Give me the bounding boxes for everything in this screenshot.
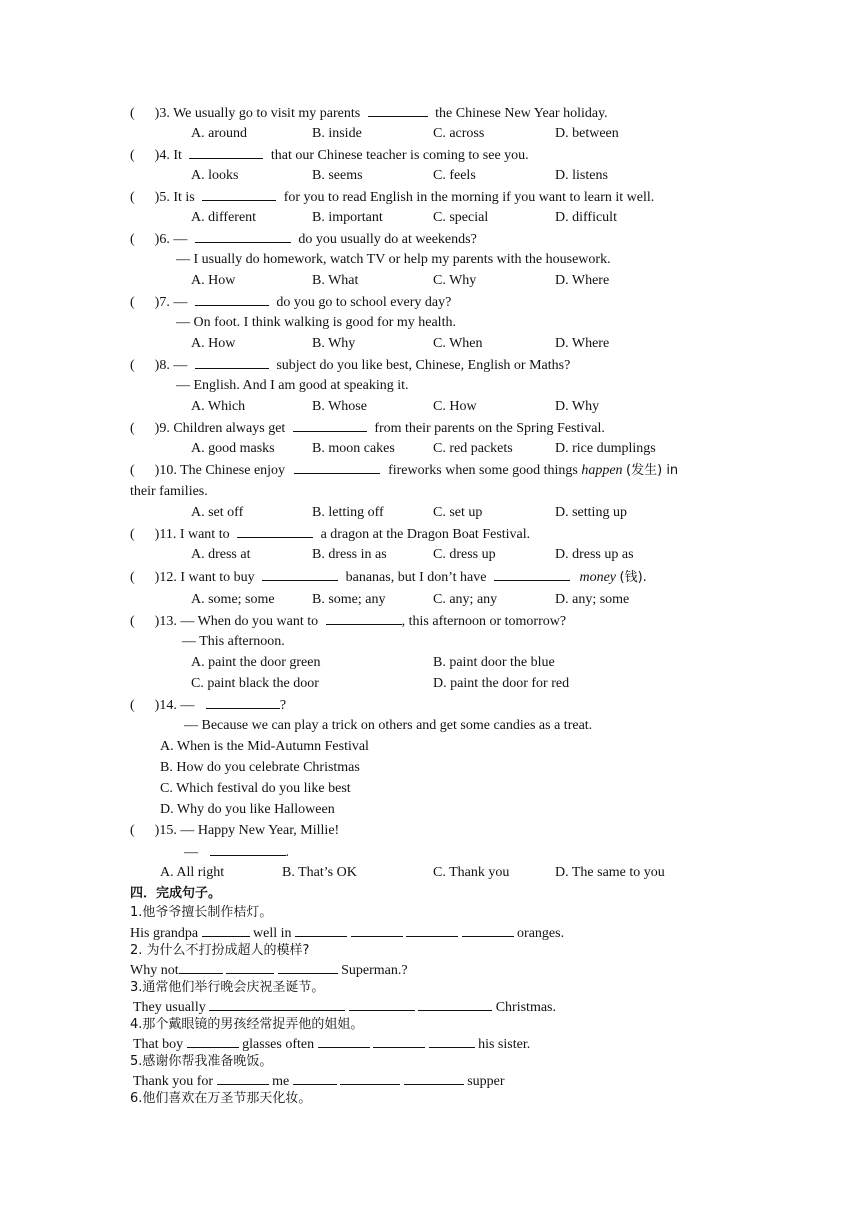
- answer-blank[interactable]: [351, 924, 403, 937]
- option-a[interactable]: A. All right: [160, 865, 225, 880]
- text: Thank you for: [133, 1074, 214, 1089]
- option-c[interactable]: C. When: [433, 336, 483, 351]
- dialogue-answer: [184, 843, 289, 862]
- question-15: [130, 822, 339, 840]
- answer-blank[interactable]: [368, 104, 428, 117]
- question-stem: )9. Children always get: [154, 421, 286, 436]
- answer-blank[interactable]: [406, 924, 458, 937]
- answer-blank[interactable]: [202, 924, 250, 937]
- question-14: [130, 696, 286, 715]
- sentence-2-chinese: 2. 为什么不打扮成超人的模样?: [130, 943, 310, 958]
- text: me: [272, 1074, 290, 1089]
- question-9: [130, 419, 605, 438]
- option-a[interactable]: A. Which: [191, 399, 246, 414]
- answer-blank[interactable]: [294, 461, 380, 474]
- option-c[interactable]: C. paint black the door: [191, 676, 319, 691]
- answer-blank[interactable]: [195, 230, 291, 243]
- question-stem: )6. —: [154, 232, 188, 247]
- italic-word: money: [579, 570, 617, 585]
- bracket-open: (: [130, 358, 135, 373]
- answer-blank[interactable]: [209, 998, 345, 1011]
- answer-blank[interactable]: [404, 1072, 464, 1085]
- option-b[interactable]: B. letting off: [312, 505, 384, 520]
- option-c[interactable]: C. How: [433, 399, 477, 414]
- answer-blank[interactable]: [293, 1072, 337, 1085]
- question-stem-end: do you go to school every day?: [276, 295, 452, 310]
- text: well in: [253, 926, 292, 941]
- option-c[interactable]: C. dress up: [433, 547, 496, 562]
- question-stem-mid: bananas, but I don’t have: [345, 570, 487, 585]
- question-stem: )14. —: [154, 698, 195, 713]
- dash: —: [184, 845, 198, 860]
- option-b[interactable]: B. paint door the blue: [433, 655, 555, 670]
- question-11: [130, 525, 530, 544]
- question-stem-end: that our Chinese teacher is coming to see you.: [270, 148, 529, 163]
- option-d[interactable]: D. difficult: [555, 210, 617, 225]
- option-d[interactable]: D. Why do you like Halloween: [160, 802, 335, 817]
- option-d[interactable]: D. listens: [555, 168, 608, 183]
- question-stem: )12. I want to buy: [154, 570, 255, 585]
- question-stem: )8. —: [154, 358, 188, 373]
- option-b[interactable]: B. seems: [312, 168, 363, 183]
- sentence-5-chinese: 5.感谢你帮我准备晚饭。: [130, 1054, 273, 1069]
- answer-blank[interactable]: [226, 961, 274, 974]
- bracket-open: (: [130, 295, 135, 310]
- answer-blank[interactable]: [206, 696, 280, 709]
- sentence-1-english: [130, 924, 564, 943]
- answer-blank[interactable]: [462, 924, 514, 937]
- question-stem: )13. — When do you want to: [154, 614, 319, 629]
- text: supper: [467, 1074, 505, 1089]
- option-d[interactable]: D. The same to you: [555, 865, 665, 880]
- question-stem-mid: fireworks when some good things: [388, 463, 578, 478]
- question-stem-end: the Chinese New Year holiday.: [435, 106, 608, 121]
- bracket-open: (: [130, 106, 135, 121]
- text: His grandpa: [130, 926, 199, 941]
- bracket-open: (: [130, 148, 135, 163]
- option-a[interactable]: A. some; some: [191, 592, 275, 607]
- dialogue-answer: — On foot. I think walking is good for my health.: [176, 315, 456, 330]
- text: That boy: [133, 1037, 184, 1052]
- answer-blank[interactable]: [318, 1035, 370, 1048]
- option-a[interactable]: A. When is the Mid-Autumn Festival: [160, 739, 369, 754]
- option-d[interactable]: D. paint the door for red: [433, 676, 570, 691]
- option-d[interactable]: D. any; some: [555, 592, 630, 607]
- question-stem-end: from their parents on the Spring Festival.: [374, 421, 605, 436]
- answer-blank-1[interactable]: [262, 568, 338, 581]
- question-stem-end: , this afternoon or tomorrow?: [401, 614, 567, 629]
- answer-blank[interactable]: [278, 961, 338, 974]
- option-d[interactable]: D. Where: [555, 336, 610, 351]
- option-d[interactable]: D. between: [555, 126, 619, 141]
- sentence-2-english: [130, 961, 408, 980]
- option-d[interactable]: D. Why: [555, 399, 600, 414]
- question-stem-end: do you usually do at weekends?: [298, 232, 477, 247]
- option-a[interactable]: A. around: [191, 126, 247, 141]
- option-a[interactable]: A. How: [191, 273, 236, 288]
- sentence-1-chinese: 1.他爷爷擅长制作桔灯。: [130, 905, 273, 920]
- option-b[interactable]: B. That’s OK: [282, 865, 357, 880]
- option-c[interactable]: C. across: [433, 126, 485, 141]
- question-stem: )4. It: [154, 148, 182, 163]
- option-a[interactable]: A. good masks: [191, 441, 275, 456]
- option-a[interactable]: A. How: [191, 336, 236, 351]
- answer-blank[interactable]: [237, 525, 313, 538]
- sentence-4-english: [133, 1035, 530, 1054]
- answer-blank[interactable]: [189, 146, 263, 159]
- answer-blank[interactable]: [326, 612, 402, 625]
- question-7: [130, 293, 451, 312]
- dialogue-answer: — I usually do homework, watch TV or help my parents with the housework.: [176, 252, 611, 267]
- question-10: [130, 461, 678, 480]
- option-d[interactable]: D. setting up: [555, 505, 627, 520]
- answer-blank[interactable]: [195, 356, 269, 369]
- gloss: (钱).: [619, 570, 647, 585]
- answer-blank[interactable]: [202, 188, 276, 201]
- option-a[interactable]: A. different: [191, 210, 257, 225]
- period: .: [285, 845, 289, 860]
- option-a[interactable]: A. dress at: [191, 547, 251, 562]
- text: They usually: [133, 1000, 206, 1015]
- question-stem-end: for you to read English in the morning if you want to learn it well.: [283, 190, 655, 205]
- bracket-open: (: [130, 698, 135, 713]
- bracket-open: (: [130, 570, 135, 585]
- option-d[interactable]: D. rice dumplings: [555, 441, 656, 456]
- dialogue-answer: — English. And I am good at speaking it.: [176, 378, 409, 393]
- option-b[interactable]: B. Whose: [312, 399, 367, 414]
- option-a[interactable]: A. looks: [191, 168, 239, 183]
- option-a[interactable]: A. set off: [191, 505, 244, 520]
- dialogue-answer: — Because we can play a trick on others and get some candies as a treat.: [184, 718, 593, 733]
- answer-blank[interactable]: [179, 961, 223, 974]
- sentence-4-chinese: 4.那个戴眼镜的男孩经常捉弄他的姐姐。: [130, 1017, 364, 1032]
- gloss: (发生) in: [626, 463, 679, 478]
- italic-word: happen: [581, 463, 623, 478]
- question-6: [130, 230, 477, 249]
- option-b[interactable]: B. moon cakes: [312, 441, 395, 456]
- bracket-open: (: [130, 232, 135, 247]
- option-c[interactable]: C. red packets: [433, 441, 513, 456]
- bracket-open: (: [130, 463, 135, 478]
- answer-blank[interactable]: [349, 998, 415, 1011]
- bracket-open: (: [130, 823, 135, 838]
- option-c[interactable]: C. special: [433, 210, 489, 225]
- option-b[interactable]: B. important: [312, 210, 383, 225]
- option-a[interactable]: A. paint the door green: [191, 655, 321, 670]
- option-c[interactable]: C. set up: [433, 505, 483, 520]
- answer-blank-2[interactable]: [494, 568, 570, 581]
- question-stem-end: a dragon at the Dragon Boat Festival.: [320, 527, 531, 542]
- option-b[interactable]: B. How do you celebrate Christmas: [160, 760, 360, 775]
- option-c[interactable]: C. Thank you: [433, 865, 510, 880]
- bracket-open: (: [130, 421, 135, 436]
- bracket-open: (: [130, 614, 135, 629]
- question-13: [130, 612, 566, 631]
- question-5: [130, 188, 654, 207]
- text: oranges.: [517, 926, 565, 941]
- answer-blank[interactable]: [217, 1072, 269, 1085]
- text: glasses often: [242, 1037, 315, 1052]
- question-stem: )15. — Happy New Year, Millie!: [154, 823, 340, 838]
- answer-blank[interactable]: [293, 419, 367, 432]
- question-12: [130, 568, 647, 587]
- question-stem: )10. The Chinese enjoy: [154, 463, 286, 478]
- question-continuation: their families.: [130, 484, 208, 499]
- text: Christmas.: [495, 1000, 556, 1015]
- option-c[interactable]: C. any; any: [433, 592, 498, 607]
- question-stem-end: ?: [279, 698, 287, 713]
- question-stem: )5. It is: [154, 190, 195, 205]
- text: Superman.?: [341, 963, 408, 978]
- answer-blank[interactable]: [195, 293, 269, 306]
- question-stem: )3. We usually go to visit my parents: [154, 106, 361, 121]
- sentence-3-chinese: 3.通常他们举行晚会庆祝圣诞节。: [130, 980, 325, 995]
- answer-blank[interactable]: [429, 1035, 475, 1048]
- question-8: [130, 356, 570, 375]
- sentence-5-english: [133, 1072, 505, 1091]
- question-4: [130, 146, 529, 165]
- option-c[interactable]: C. feels: [433, 168, 476, 183]
- option-b[interactable]: B. What: [312, 273, 359, 288]
- question-stem-end: subject do you like best, Chinese, English or Maths?: [276, 358, 571, 373]
- section-heading: 四．完成句子。: [130, 886, 222, 901]
- option-b[interactable]: B. dress in as: [312, 547, 387, 562]
- bracket-open: (: [130, 190, 135, 205]
- sentence-6-chinese: 6.他们喜欢在万圣节那天化妆。: [130, 1091, 312, 1106]
- option-d[interactable]: D. Where: [555, 273, 610, 288]
- answer-blank[interactable]: [295, 924, 347, 937]
- answer-blank[interactable]: [340, 1072, 400, 1085]
- option-b[interactable]: B. some; any: [312, 592, 386, 607]
- question-3: [130, 104, 608, 123]
- question-stem: )7. —: [154, 295, 188, 310]
- answer-blank[interactable]: [187, 1035, 239, 1048]
- answer-blank[interactable]: [210, 843, 286, 856]
- option-b[interactable]: B. Why: [312, 336, 356, 351]
- text: his sister.: [478, 1037, 531, 1052]
- bracket-open: (: [130, 527, 135, 542]
- answer-blank[interactable]: [373, 1035, 425, 1048]
- sentence-3-english: [133, 998, 556, 1017]
- option-b[interactable]: B. inside: [312, 126, 362, 141]
- question-stem: )11. I want to: [154, 527, 230, 542]
- dialogue-answer: — This afternoon.: [182, 634, 285, 649]
- option-d[interactable]: D. dress up as: [555, 547, 634, 562]
- answer-blank[interactable]: [418, 998, 492, 1011]
- option-c[interactable]: C. Why: [433, 273, 477, 288]
- text: Why not: [130, 963, 179, 978]
- option-c[interactable]: C. Which festival do you like best: [160, 781, 351, 796]
